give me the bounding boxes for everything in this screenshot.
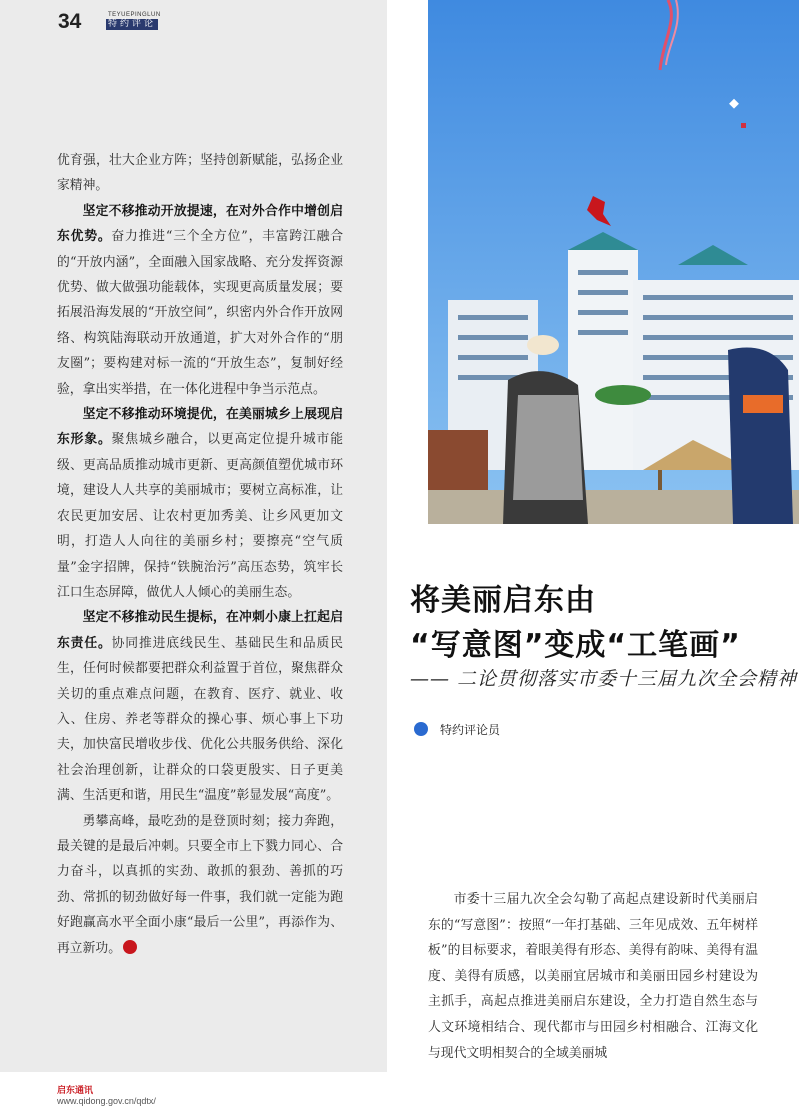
- paragraph-5-body: 勇攀高峰，最吃劲的是登顶时刻；接力奔跑，最关键的是最后冲刺。只要全市上下戮力同心、合力奋斗，以真抓的实劲、敢抓的狠劲、善抓的巧劲、常抓的韧劲做好每一件事，我们就一定能为跑好跑赢高水平全面小康“最后一公里”，再添作为、再立新功。: [57, 813, 343, 956]
- paragraph-2-body: 奋力推进“三个全方位”，丰富跨江融合的“开放内涵”，全面融入国家战略、充分发挥资源优势、做大做强功能载体，实现更高质量发展；要拓展沿海发展的“开放空间”，织密内外合作开放网络、构筑陆海联动开放通道，扩大对外合作的“朋友圈”；要构建对标一流的“开放生态”，复制好经验，拿出实举措，在一体化进程中争当示范点。: [57, 229, 343, 397]
- shirt-print: [743, 395, 783, 413]
- article-subtitle: —— 二论贯彻落实市委十三届九次全会精神: [410, 668, 798, 690]
- footer-brand: 启东通讯: [57, 1086, 94, 1096]
- article-title-line-1: 将美丽启东由: [410, 583, 596, 618]
- paragraph-5: [57, 809, 343, 961]
- column-name-en: TEYUEPINGLUN: [108, 12, 161, 18]
- photo-illustration: [428, 0, 799, 524]
- article-intro: [428, 887, 758, 1066]
- sun-hat: [527, 335, 559, 355]
- byline: 特约评论员: [440, 723, 501, 737]
- column-name-badge: 特约评论: [107, 19, 156, 29]
- paragraph-3: [57, 402, 343, 605]
- hero-photo: [428, 0, 799, 524]
- paragraph-4-lead: 坚定不移推动民生提标，在冲刺小康上扛起启东责任。: [57, 610, 343, 651]
- left-column-text: [57, 148, 343, 961]
- paragraph-3-body: 聚焦城乡融合，以更高定位提升城市能级、更高品质推动城市更新、更高颜值塑优城市环境，建设人人共享的美丽城市；要树立高标准，让农民更加安居、让农村更加秀美、让乡风更加文明，打造人人向往的美丽乡村；要擦亮“空气质量”金字招牌，保持“铁腕治污”高压态势，筑牢长江口生态屏障，做优人人倾心的美丽生态。: [57, 432, 343, 600]
- paragraph-2-lead: 坚定不移推动开放提速，在对外合作中增创启东优势。: [57, 203, 343, 245]
- footer-url[interactable]: www.qidong.gov.cn/qdtx/: [57, 1096, 156, 1106]
- paragraph-1: 优育强，壮大企业方阵；坚持创新赋能，弘扬企业家精神。: [57, 153, 343, 194]
- palm-leaves: [595, 385, 651, 405]
- kite-small-2: [741, 123, 746, 128]
- article-title-line-2: “写意图”变成“工笔画”: [410, 628, 741, 663]
- paragraph-4: [57, 605, 343, 808]
- paragraph-3-lead: 坚定不移推动环境提优，在美丽城乡上展现启东形象。: [57, 407, 343, 448]
- person-right: [728, 348, 793, 525]
- coat-pattern: [513, 395, 583, 500]
- paragraph-4-body: 协同推进底线民生、基础民生和品质民生，任何时候都要把群众利益置于首位，聚焦群众关切的重点难点问题，在教育、医疗、就业、收入、住房、养老等群众的操心事、烦心事上下功夫，加快富民增收步伐、优化公共服务供给、深化社会治理创新，让群众的口袋更殷实、日子更美满、生活更和谐，用民生“温度”彰显发展“高度”。: [57, 635, 343, 804]
- page-number: 34: [58, 10, 82, 33]
- end-mark-icon: [123, 940, 137, 954]
- intro-paragraph: 市委十三届九次全会勾勒了高起点建设新时代美丽启东的“写意图”：按照“一年打基础、三年见成效、五年树样板”的目标要求，着眼美得有形态、美得有韵味、美得有温度、美得有质感，以美丽宜居城市和美丽田园乡村建设为主抓手，高起点推进美丽启东建设，全力打造自然生态与人文环境相结合、现代都市与田园乡村相融合、江海文化与现代文明相契合的全域美丽城: [428, 892, 758, 1061]
- paragraph-2: [57, 199, 343, 402]
- pen-icon: [414, 722, 428, 736]
